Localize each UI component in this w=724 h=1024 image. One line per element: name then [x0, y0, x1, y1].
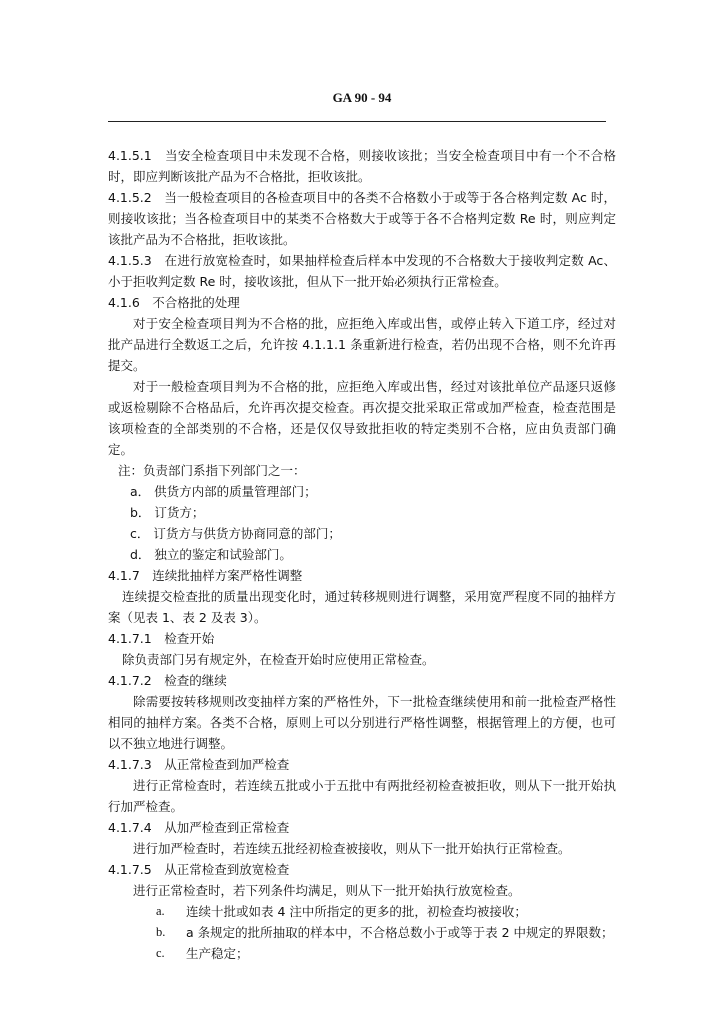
note-item: c． 订货方与供货方协商同意的部门；: [130, 526, 341, 541]
document-body: [108, 145, 616, 964]
paragraph-normal-to-reduced: 进行正常检查时，若下列条件均满足，则从下一批开始执行放宽检查。: [133, 883, 521, 898]
heading-4-1-7-5: 4.1.7.5 从正常检查到放宽检查: [108, 862, 290, 877]
paragraph-safety-items: 对于安全检查项目判为不合格的批，应拒绝入库或出售，或停止转入下道工序，经过对批产品进行全数返工之后，允许按 4.1.1.1 条重新进行检查，若仍出现不合格，则不允许再提交。: [108, 316, 616, 373]
note-text: 注：负责部门系指下列部门之一：: [118, 463, 306, 478]
document-header: GA 90 - 94: [332, 90, 392, 105]
note-item: a． 供货方内部的质量管理部门；: [130, 484, 317, 499]
condition-text: 生产稳定；: [186, 946, 249, 961]
heading-4-1-7-2: 4.1.7.2 检查的继续: [108, 673, 227, 688]
paragraph-general-items: 对于一般检查项目判为不合格的批，应拒绝入库或出售，经过对该批单位产品逐只返修或返检剔除不合格品后，允许再次提交检查。再次提交批采取正常或加严检查，检查范围是该项检查的全部类别的不合格，还是仅仅导致批拒收的特定类别不合格，应由负责部门确定。: [108, 379, 616, 457]
paragraph-continue: 除需要按转移规则改变抽样方案的严格性外，下一批检查继续使用和前一批检查严格性相同的抽样方案。各类不合格，原则上可以分别进行严格性调整，根据管理上的方便，也可以不独立地进行调整。: [108, 694, 616, 751]
heading-4-1-7: 4.1.7 连续批抽样方案严格性调整: [108, 568, 303, 583]
condition-text: a 条规定的批所抽取的样本中，不合格总数小于或等于表 2 中规定的界限数；: [186, 925, 614, 940]
note-item: b． 订货方；: [130, 505, 205, 520]
header-rule: [108, 121, 606, 122]
note-item: d． 独立的鉴定和试验部门。: [130, 547, 292, 562]
heading-4-1-7-3: 4.1.7.3 从正常检查到加严检查: [108, 757, 290, 772]
condition-item: [108, 901, 616, 922]
condition-text: 连续十批或如表 4 注中所指定的更多的批，初检查均被接收；: [186, 904, 527, 919]
clause-4-1-5-1: 4.1.5.1 当安全检查项目中未发现不合格，则接收该批；当安全检查项目中有一个不合格时，即应判断该批产品为不合格批，拒收该批。: [108, 148, 616, 184]
condition-item: [108, 943, 616, 964]
condition-item: [108, 922, 616, 943]
paragraph-normal-to-tightened: 进行正常检查时，若连续五批或小于五批中有两批经初检查被拒收，则从下一批开始执行加严检查。: [108, 778, 616, 814]
condition-label: c.: [156, 946, 165, 960]
condition-label: b.: [156, 925, 166, 939]
condition-label: a.: [156, 904, 165, 918]
heading-4-1-6: 4.1.6 不合格批的处理: [108, 295, 240, 310]
paragraph-start: 除负责部门另有规定外，在检查开始时应使用正常检查。: [122, 652, 435, 667]
clause-4-1-5-2: 4.1.5.2 当一般检查项目的各检查项目中的各类不合格数小于或等于各合格判定数 Ac 时，则接收该批；当各检查项目中的某类不合格数大于或等于各不合格判定数 Re 时，则应判定该批产品为不合格批，拒收该批。: [108, 190, 616, 247]
paragraph-adjustment: 连续提交检查批的质量出现变化时，通过转移规则进行调整，采用宽严程度不同的抽样方案（见表 1、表 2 及表 3）。: [108, 589, 616, 625]
heading-4-1-7-1: 4.1.7.1 检查开始: [108, 631, 215, 646]
heading-4-1-7-4: 4.1.7.4 从加严检查到正常检查: [108, 820, 290, 835]
paragraph-tightened-to-normal: 进行加严检查时，若连续五批经初检查被接收，则从下一批开始执行正常检查。: [133, 841, 571, 856]
clause-4-1-5-3: 4.1.5.3 在进行放宽检查时，如果抽样检查后样本中发现的不合格数大于接收判定数 Ac、小于拒收判定数 Re 时，接收该批，但从下一批开始必须执行正常检查。: [108, 253, 616, 289]
